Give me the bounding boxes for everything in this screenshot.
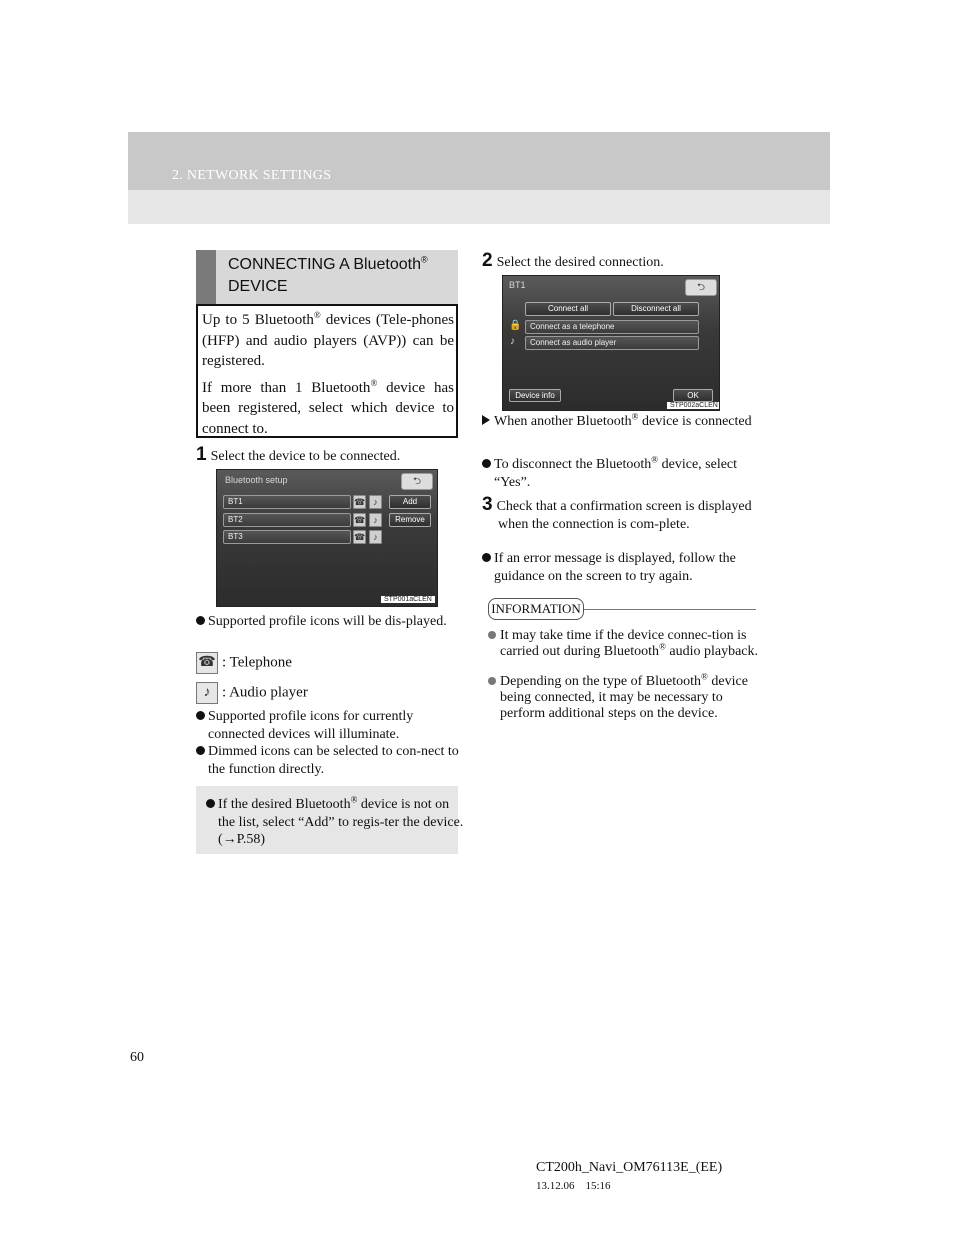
bullet-error: If an error message is displayed, follow the guidance on the screen to try again. [482,550,756,585]
audio-icon[interactable]: ♪ [369,495,382,509]
info-bullet-2: Depending on the type of Bluetooth® device being connected, it may be necessary to perform additional steps on the device. [488,674,762,722]
disconnect-all-button[interactable]: Disconnect all [613,302,699,316]
image-code: STP002aCLEN [667,402,720,409]
device-row-bt3[interactable]: BT3 [223,530,351,544]
step-1: 1 Select the device to be connected. [196,444,401,465]
audio-icon[interactable]: ♪ [369,513,382,527]
screen-title: BT1 [509,280,526,290]
step-3: 3 Check that a confirmation screen is displayed when the connection is com-plete. [482,494,752,532]
telephone-icon[interactable]: ☎ [354,515,366,525]
bluetooth-setup-screen [216,469,438,607]
device-row-bt2[interactable]: BT2 [223,513,351,527]
ok-button[interactable]: OK [673,389,713,402]
section-title: 2. NETWORK SETTINGS [172,168,332,183]
when-another-connected: When another Bluetooth® device is connected [482,413,756,431]
bullet-illuminate: Supported profile icons for currently connected devices will illuminate. [196,708,470,743]
music-note-icon: ♪ [196,682,218,704]
bullet-dimmed: Dimmed icons can be selected to con-nect to the function directly. [196,743,470,778]
image-code: STP001aCLEN [381,596,435,603]
page-number: 60 [130,1050,144,1065]
back-button[interactable]: ⮌ [685,279,717,296]
connect-all-button[interactable]: Connect all [525,302,611,316]
remove-button[interactable]: Remove [389,513,431,527]
lock-icon: 🔒 [509,320,522,331]
screen-title: Bluetooth setup [225,475,288,485]
section-heading: CONNECTING A Bluetooth® DEVICE [228,254,428,295]
telephone-icon: ☎ [196,652,218,674]
bullet-disconnect: To disconnect the Bluetooth® device, select “Yes”. [482,456,756,491]
step-2: 2 Select the desired connection. [482,250,664,271]
info-bullet-1: It may take time if the device connec-tion is carried out during Bluetooth® audio playback. [488,628,762,660]
connect-as-telephone-button[interactable]: Connect as a telephone [525,320,699,334]
information-label: INFORMATION [488,598,584,620]
print-timestamp: 13.12.06 15:16 [536,1180,611,1192]
title-accent [196,250,216,304]
audio-legend: ♪ : Audio player [196,682,308,704]
music-note-icon: ♪ [510,336,515,347]
note-add-device: If the desired Bluetooth® device is not on the list, select “Add” to regis-ter the device. (→P.58) [206,796,464,849]
intro-text: Up to 5 Bluetooth® devices (Tele-phones (HFP) and audio players (AVP)) can be registered. If more than 1 Bluetooth® device has been registered, select which device to connect to. [202,310,454,437]
connect-as-audio-button[interactable]: Connect as audio player [525,336,699,350]
bt1-connection-screen [502,275,720,411]
telephone-legend: ☎ : Telephone [196,652,292,674]
device-info-button[interactable]: Device info [509,389,561,402]
arrow-icon [482,415,490,425]
back-button[interactable]: ⮌ [401,473,433,490]
header-subband [128,190,830,224]
telephone-icon[interactable]: ☎ [354,532,366,542]
document-id: CT200h_Navi_OM76113E_(EE) [536,1160,723,1175]
telephone-icon[interactable]: ☎ [354,497,366,507]
bullet-supported-icons: Supported profile icons will be dis-played. [196,613,470,631]
device-row-bt1[interactable]: BT1 [223,495,351,509]
add-button[interactable]: Add [389,495,431,509]
audio-icon[interactable]: ♪ [369,530,382,544]
